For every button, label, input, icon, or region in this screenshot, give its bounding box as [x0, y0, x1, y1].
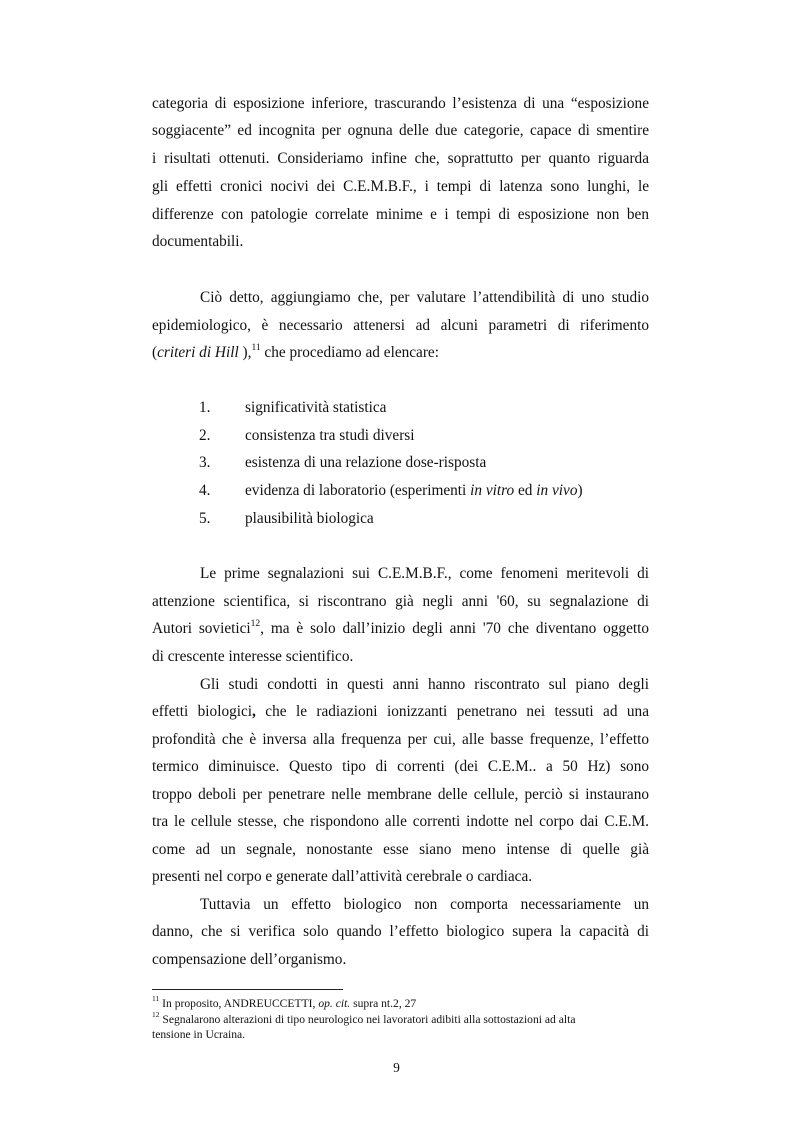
body-text-line: come ad un segnale, nonostante esse siano meno intense di quelle già — [152, 841, 649, 858]
criteri-di-hill: criteri di Hill — [157, 344, 239, 361]
body-text-line: epidemiologico, è necessario attenersi ad alcuni parametri di riferimento — [152, 317, 649, 334]
list-item-italic: in vivo — [536, 482, 578, 499]
body-text-line: tra le cellule stesse, che rispondono alle correnti indotte nel corpo dai C.E.M. — [152, 813, 649, 830]
paren-close: ), — [238, 344, 252, 361]
footnote-11 — [152, 994, 652, 1011]
list-item-number: 3. — [199, 454, 211, 471]
list-item-number: 4. — [199, 482, 211, 499]
list-item-number: 2. — [199, 427, 211, 444]
list-item-text: ed — [514, 482, 537, 499]
list-item: esistenza di una relazione dose-risposta — [245, 454, 487, 471]
body-text-line: Gli studi condotti in questi anni hanno riscontrato sul piano degli — [200, 676, 649, 693]
body-text-line: Tuttavia un effetto biologico non comporta necessariamente un — [200, 896, 649, 913]
list-item-number: 5. — [199, 510, 211, 527]
body-text-line — [152, 703, 649, 721]
footnote-text: Segnalarono alterazioni di tipo neurologico nei lavoratori adibiti alla sottostazioni ad alta — [159, 1013, 576, 1026]
footnote-mark: 11 — [152, 994, 160, 1004]
footnote-ref-12[interactable]: 12 — [250, 618, 261, 629]
list-item: plausibilità biologica — [245, 510, 374, 527]
body-text-line: profondità che è inversa alla frequenza per cui, alle basse frequenze, l’effetto — [152, 731, 649, 748]
footnote-12-continued: tensione in Ucraina. — [152, 1028, 246, 1041]
body-text-line: di crescente interesse scientifico. — [152, 648, 354, 665]
body-text-line: presenti nel corpo e generate dall’attività cerebrale o cardiaca. — [152, 868, 533, 885]
footnote-mark: 12 — [152, 1010, 160, 1020]
body-text-line: categoria di esposizione inferiore, trascurando l’esistenza di una “esposizione — [152, 95, 649, 112]
footnote-ref-11[interactable]: 11 — [251, 342, 261, 353]
list-item-italic: in vitro — [470, 482, 515, 499]
body-text-line: termico diminuisce. Questo tipo di correnti (dei C.E.M.. a 50 Hz) sono — [152, 758, 649, 775]
list-item: consistenza tra studi diversi — [245, 427, 415, 444]
body-text-line: attenzione scientifica, si riscontrano già negli anni '60, su segnalazione di — [152, 593, 649, 610]
body-text-line — [152, 620, 649, 638]
body-text-line: danno, che si verifica solo quando l’effetto biologico supera la capacità di — [152, 923, 649, 940]
paren-open: ( — [152, 344, 158, 361]
line-rest: che procediamo ad elencare: — [260, 344, 439, 361]
body-text-line: gli effetti cronici nocivi dei C.E.M.B.F., i tempi di latenza sono lunghi, le — [152, 178, 649, 195]
bold-comma: , — [252, 703, 256, 720]
list-item-text: ) — [577, 482, 583, 499]
body-text-line: i risultati ottenuti. Consideriamo infine che, soprattutto per quanto riguarda — [152, 150, 649, 167]
list-item: significatività statistica — [245, 399, 387, 416]
footnote-italic: op. cit. — [318, 997, 351, 1010]
body-text-line: Le prime segnalazioni sui C.E.M.B.F., come fenomeni meritevoli di — [200, 565, 649, 582]
body-text-line: troppo deboli per penetrare nelle membrane delle cellule, perciò si instaurano — [152, 786, 649, 803]
line-text: , ma è solo dall’inizio degli anni '70 che diventano oggetto — [260, 620, 650, 637]
footnote-text: supra nt.2, 27 — [350, 997, 417, 1010]
body-text-line: Ciò detto, aggiungiamo che, per valutare l’attendibilità di uno studio — [200, 289, 649, 306]
footnote-separator — [152, 989, 343, 990]
line-text: effetti biologici — [152, 703, 253, 720]
body-text-line — [152, 344, 649, 362]
line-text: Autori sovietici — [152, 620, 251, 637]
footnote-12 — [152, 1010, 652, 1027]
footnote-text: In proposito, ANDREUCCETTI, — [159, 997, 319, 1010]
list-item-text: evidenza di laboratorio (esperimenti — [245, 482, 471, 499]
list-item — [245, 482, 583, 500]
page-number: 9 — [393, 1060, 400, 1075]
list-item-number: 1. — [199, 399, 211, 416]
body-text-line: soggiacente” ed incognita per ognuna delle due categorie, capace di smentire — [152, 122, 649, 139]
body-text-line: differenze con patologie correlate minime e i tempi di esposizione non ben — [152, 206, 649, 223]
body-text-line: compensazione dell’organismo. — [152, 951, 347, 968]
body-text-line: documentabili. — [152, 233, 244, 250]
line-text: che le radiazioni ionizzanti penetrano nei tessuti ad una — [255, 703, 649, 720]
